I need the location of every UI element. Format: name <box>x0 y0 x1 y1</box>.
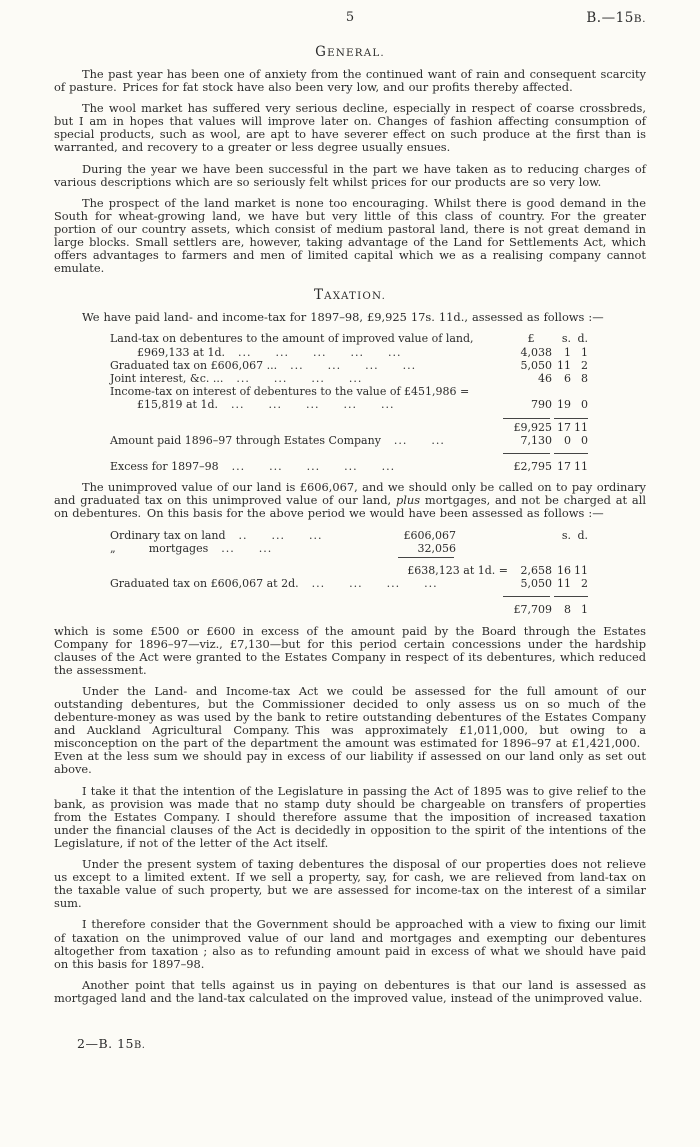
leader-dots: .. ... ... <box>238 528 323 542</box>
paragraph-general-1: The past year has been one of anxiety from the continued want of rain and consequent scarcity of pasture. Prices for fat stock have also been very low, and our profits thereby affected. <box>54 67 646 95</box>
amount-shillings: 11 <box>557 358 571 372</box>
table-row <box>110 577 588 590</box>
paragraph-taxation-6: Another point that tells against us in paying on debentures is that our land is assessed as mortgaged land and the land-tax calculated on the improved value, instead of the unimproved value. <box>54 977 646 1005</box>
paragraph-taxation-1: which is some £500 or £600 in excess of the amount paid by the Board through the Estates Company for 1896–97—viz., £7,130—but for this period certain concessions under the hardship clauses of the Act were granted to the Estates Company in respect of its debentures, which reduced the assessment. <box>54 623 646 677</box>
table-row-label: „ mortgages <box>110 541 209 555</box>
paragraph-taxation-3: I take it that the intention of the Legislature in passing the Act of 1895 was to give relief to the bank, as provision was made that no stamp duty should be chargeable on transfers of properties from the Estates Company. I should therefore assume that the imposition of increased taxation under the financial clauses of the Act is decidedly in opposition to the spirit of the intentions of the Legislature, if not of the letter of the Act itself. <box>54 783 646 850</box>
column-header-shillings: s. <box>561 332 571 346</box>
leader-dots: ... ... <box>221 541 273 555</box>
table-row-label: Land-tax on debentures to the amount of improved value of land, <box>110 332 474 346</box>
column-header-shillings: s. <box>561 528 571 542</box>
amount-pounds: 46 <box>538 372 552 386</box>
table-row-label: Graduated tax on £606,067 at 2d. <box>110 577 299 591</box>
italic-word: plus <box>396 493 421 508</box>
table-rule <box>110 596 588 597</box>
section-heading-general: GENERAL. <box>315 44 385 60</box>
paragraph-general-3: During the year we have been successful in the part we have taken as to reducing charges of various descriptions which are so seriously felt whilst prices for our products are so very low. <box>54 161 646 189</box>
amount-pence: 2 <box>581 577 588 591</box>
amount-pounds: 7,130 <box>520 433 552 447</box>
page-body <box>54 10 646 1013</box>
amount-shillings: 8 <box>564 603 571 617</box>
leader-dots: ... ... ... ... ... <box>231 398 395 412</box>
table-row-label: Income-tax on interest of debentures to the value of £451,986 = <box>110 385 470 399</box>
table-row-label: £969,133 at 1d. <box>137 345 225 359</box>
amount-shillings: 6 <box>564 372 571 386</box>
amount-shillings: 11 <box>557 577 571 591</box>
amount-pence: 8 <box>581 372 588 386</box>
page-footer-signature <box>77 1036 145 1051</box>
document-reference <box>586 10 646 26</box>
paragraph-unimproved-value <box>54 481 646 520</box>
table-row-label: Excess for 1897–98 <box>110 460 219 474</box>
table-row <box>110 346 588 359</box>
table-row-label: £15,819 at 1d. <box>137 398 218 412</box>
amount-pounds: 5,050 <box>520 358 552 372</box>
paragraph-text: mortgages, and not be charged at all on debentures. On this basis for the above period we would have been assessed as follows :— <box>54 493 647 521</box>
table-rule <box>110 557 588 558</box>
paragraph-general-2: The wool market has suffered very serious decline, especially in respect of coarse crossbreds, but I am in hopes that values will improve later on. Changes of fashion affecting consumption of special products, such as wool, are apt to have severer effect on such produce at the first than is warranted, and recovery to a greater or less degree usually ensues. <box>54 101 646 155</box>
column-header-pence: d. <box>577 332 588 346</box>
leader-dots: ... ... ... ... <box>311 577 438 591</box>
table-row <box>110 398 588 411</box>
leader-dots: ... ... ... ... ... <box>238 345 402 359</box>
amount-pence: 1 <box>581 345 588 359</box>
amount-pounds: £7,709 <box>513 603 552 617</box>
table-row-label: Ordinary tax on land <box>110 528 226 542</box>
table-row <box>110 542 588 555</box>
amount-pence: 11 <box>574 420 588 434</box>
rule-segment <box>554 453 588 454</box>
table-row <box>110 385 588 398</box>
alternative-assessment-table <box>110 529 588 617</box>
table-row-label: Graduated tax on £606,067 ... <box>110 358 278 372</box>
rule-segment <box>554 418 588 419</box>
leader-dots: ... ... <box>393 433 445 447</box>
amount-pence: 2 <box>581 358 588 372</box>
amount-pence: 1 <box>581 603 588 617</box>
amount-pence: 0 <box>581 398 588 412</box>
table-row <box>110 564 588 577</box>
page-header <box>54 10 646 32</box>
amount-pounds: 5,050 <box>520 577 552 591</box>
table-rule <box>110 418 588 419</box>
footer-main: 2—B. 15 <box>77 1036 134 1051</box>
tax-assessment-table <box>110 332 588 473</box>
table-row <box>110 434 588 447</box>
amount-shillings: 19 <box>557 398 571 412</box>
paragraph-taxation-5: I therefore consider that the Government should be approached with a view to fixing our limit of taxation on the unimproved value of our land and mortgages and exempting our debentures altogether from taxation ; also as to refunding amount paid in excess of what we should have paid on this basis for 1897–98. <box>54 917 646 971</box>
amount-pence: 11 <box>574 460 588 474</box>
table-row <box>110 529 588 542</box>
amount-shillings: 17 <box>557 460 571 474</box>
table-row-label: Amount paid 1896–97 through Estates Company <box>110 433 381 447</box>
amount-shillings: 0 <box>564 433 571 447</box>
table-row-total <box>110 603 588 616</box>
footer-suffix: B. <box>134 1040 146 1051</box>
value-column: £638,123 at 1d. = <box>407 563 508 577</box>
amount-pounds: £9,925 <box>513 420 552 434</box>
rule-segment <box>503 453 550 454</box>
amount-pence: 0 <box>581 433 588 447</box>
table-row-total <box>110 421 588 434</box>
amount-shillings: 1 <box>564 345 571 359</box>
paragraph-taxation-intro: We have paid land- and income-tax for 1897–98, £9,925 17s. 11d., assessed as follows :— <box>82 310 604 325</box>
paragraph-taxation-2: Under the Land- and Income-tax Act we could be assessed for the full amount of our outstanding debentures, but the Commissioner decided to only assess us on so much of the debenture-money as was used by the bank to retire outstanding debentures of the Estates Company and Auckland Agricultural Company. This was approximately £1,011,000, but owing to a misconception on the part of the department the amount was estimated for 1896–97 at £1,421,000. Even at the less sum we should pay in excess of our liability if assessed on our land only as set out above. <box>54 683 646 777</box>
document-reference-main: B.—15 <box>586 10 634 26</box>
rule-segment <box>503 418 550 419</box>
rule-segment <box>503 596 550 597</box>
value-column: £606,067 <box>403 528 456 542</box>
section-heading-taxation: TAXATION. <box>313 287 387 304</box>
paragraph-text: The unimproved value of our land is £606,067, and we should only be called on to pay ordinary and graduated tax on this unimproved value of our land, <box>54 480 646 508</box>
table-row-total <box>110 460 588 473</box>
table-row <box>110 332 588 345</box>
amount-pounds: 790 <box>531 398 552 412</box>
rule-segment <box>554 596 588 597</box>
amount-pence: 11 <box>574 563 588 577</box>
leader-dots: ... ... ... ... <box>236 372 363 386</box>
page-number: 5 <box>345 10 355 25</box>
paragraph-taxation-4: Under the present system of taxing debentures the disposal of our properties does not relieve us except to a limited extent. If we sell a property, say, for cash, we are relieved from land-tax on the taxable value of such property, but we are assessed for income-tax on the interest of a similar sum. <box>54 857 646 911</box>
value-column: 32,056 <box>417 541 456 555</box>
amount-shillings: 17 <box>557 420 571 434</box>
table-row-label: Joint interest, &c. ... <box>110 372 224 386</box>
amount-pounds: £2,795 <box>513 460 552 474</box>
amount-shillings: 16 <box>557 563 571 577</box>
leader-dots: ... ... ... ... <box>290 358 417 372</box>
column-header-pence: d. <box>577 528 588 542</box>
leader-dots: ... ... ... ... ... <box>231 460 396 474</box>
rule-segment <box>398 557 454 558</box>
paragraph-general-4: The prospect of the land market is none too encouraging. Whilst there is good demand in the South for wheat-growing land, we have but very little of this class of country. For the greater portion of our country assets, which consist of medium pastoral land, there is not great demand in large blocks. Small settlers are, however, taking advantage of the Land for Settlements Act, which offers advantages to farmers and men of limited capital which we as a realising company cannot emulate. <box>54 195 646 276</box>
amount-pounds: 4,038 <box>520 345 552 359</box>
column-header-pounds: £ <box>527 332 535 346</box>
table-rule <box>110 453 588 454</box>
table-row <box>110 359 588 372</box>
document-reference-suffix: B. <box>633 12 646 25</box>
amount-pounds: 2,658 <box>520 563 552 577</box>
table-row <box>110 372 588 385</box>
